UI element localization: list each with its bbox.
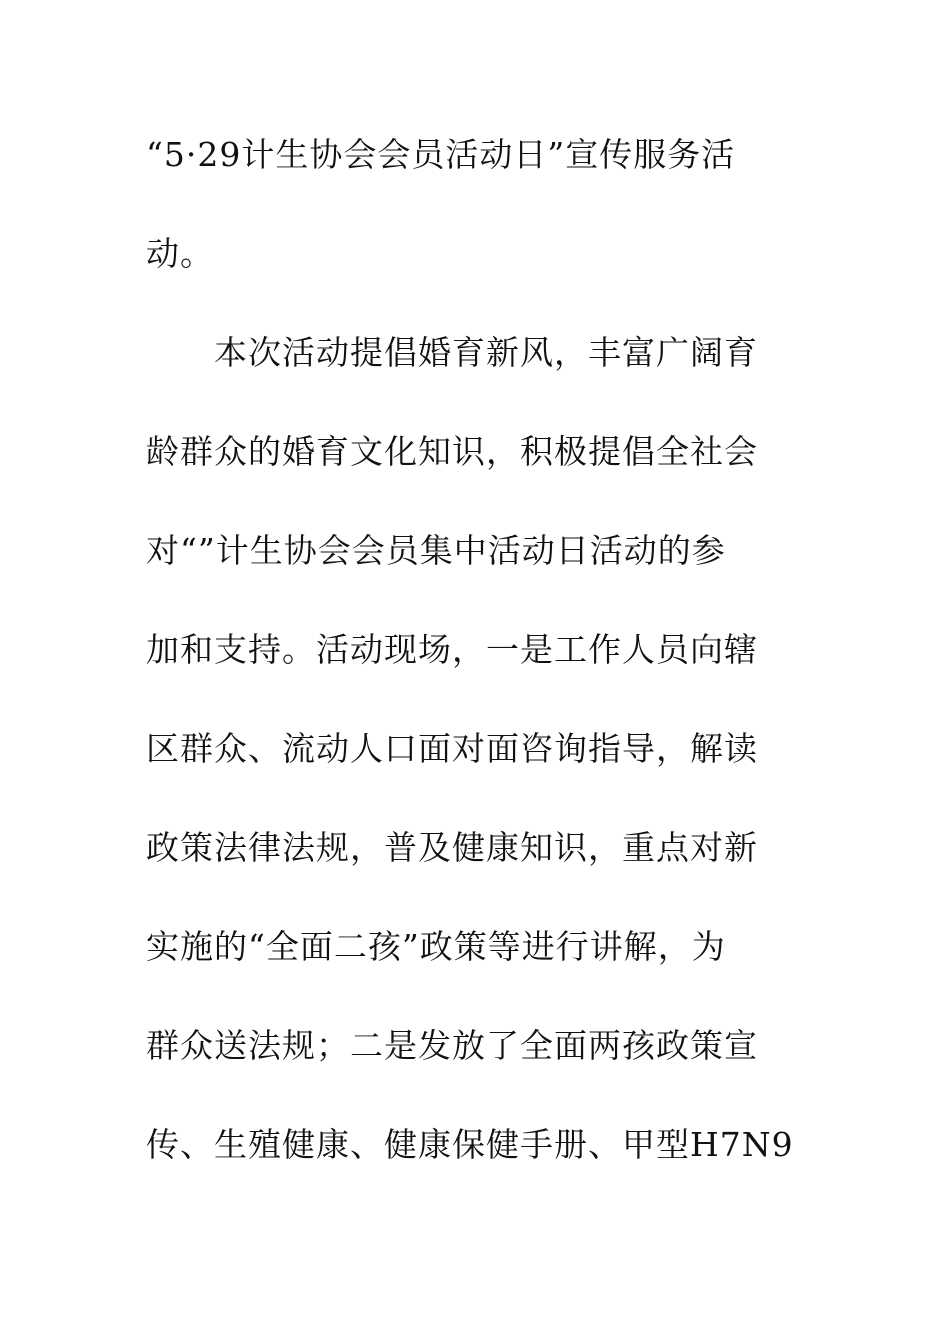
- text-line: 区群众、流动人口面对面咨询指导，解读: [146, 729, 758, 768]
- text-line: “5·29计生协会会员活动日”宣传服务活: [146, 135, 736, 174]
- text-line: 加和支持。活动现场，一是工作人员向辖: [146, 630, 758, 669]
- text-line: 政策法律法规，普及健康知识，重点对新: [146, 828, 758, 867]
- paragraph-2: [146, 324, 826, 1215]
- text-line: 本次活动提倡婚育新风，丰富广阔育: [214, 333, 758, 372]
- text-line: 动。: [146, 234, 214, 273]
- text-line: 实施的“全面二孩”政策等进行讲解，为: [146, 927, 726, 966]
- text-line: 对“”计生协会会员集中活动日活动的参: [146, 531, 726, 570]
- text-line: 群众送法规；二是发放了全面两孩政策宣: [146, 1026, 758, 1065]
- text-line: 传、生殖健康、健康保健手册、甲型H7N9: [146, 1125, 794, 1164]
- paragraph-1: [146, 126, 826, 324]
- document-body: [146, 126, 826, 1215]
- text-line: 龄群众的婚育文化知识，积极提倡全社会: [146, 432, 758, 471]
